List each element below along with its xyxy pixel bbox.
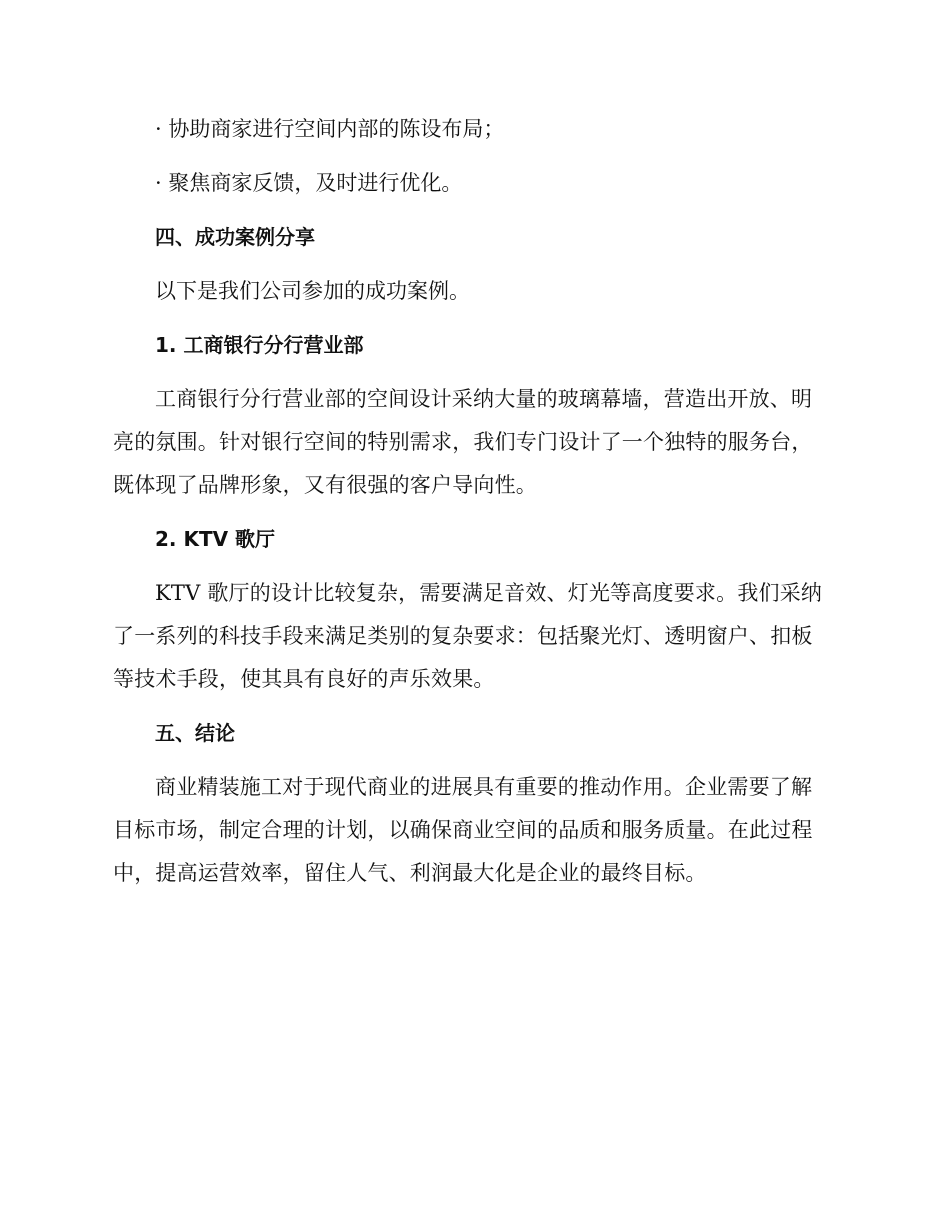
- bullet-item: · 协助商家进行空间内部的陈设布局；: [155, 117, 505, 141]
- section-intro: 以下是我们公司参加的成功案例。: [155, 279, 470, 303]
- paragraph-line: 亮的氛围。针对银行空间的特别需求，我们专门设计了一个独特的服务台，: [113, 430, 813, 454]
- bullet-item: · 聚焦商家反馈，及时进行优化。: [155, 171, 463, 195]
- section-heading-conclusion: 五、结论: [155, 721, 235, 745]
- section-heading-cases: 四、成功案例分享: [155, 225, 315, 249]
- paragraph-line: 目标市场，制定合理的计划，以确保商业空间的品质和服务质量。在此过程: [113, 818, 813, 842]
- paragraph-line: KTV 歌厅的设计比较复杂，需要满足音效、灯光等高度要求。我们采纳: [155, 581, 823, 605]
- paragraph-line: 等技术手段，使其具有良好的声乐效果。: [113, 667, 495, 691]
- conclusion-paragraph: [113, 766, 835, 895]
- case-heading-bank: 1. 工商银行分行营业部: [155, 333, 364, 357]
- document-body: [113, 108, 835, 906]
- paragraph-line: 中，提高运营效率，留住人气、利润最大化是企业的最终目标。: [113, 861, 707, 885]
- case-paragraph-bank: [113, 378, 835, 507]
- paragraph-line: 了一系列的科技手段来满足类别的复杂要求：包括聚光灯、透明窗户、扣板: [113, 624, 813, 648]
- paragraph-line: 商业精装施工对于现代商业的进展具有重要的推动作用。企业需要了解: [155, 775, 813, 799]
- case-heading-ktv: 2. KTV 歌厅: [155, 527, 276, 551]
- paragraph-line: 既体现了品牌形象，又有很强的客户导向性。: [113, 473, 537, 497]
- paragraph-line: 工商银行分行营业部的空间设计采纳大量的玻璃幕墙，营造出开放、明: [155, 387, 813, 411]
- case-paragraph-ktv: [113, 572, 835, 701]
